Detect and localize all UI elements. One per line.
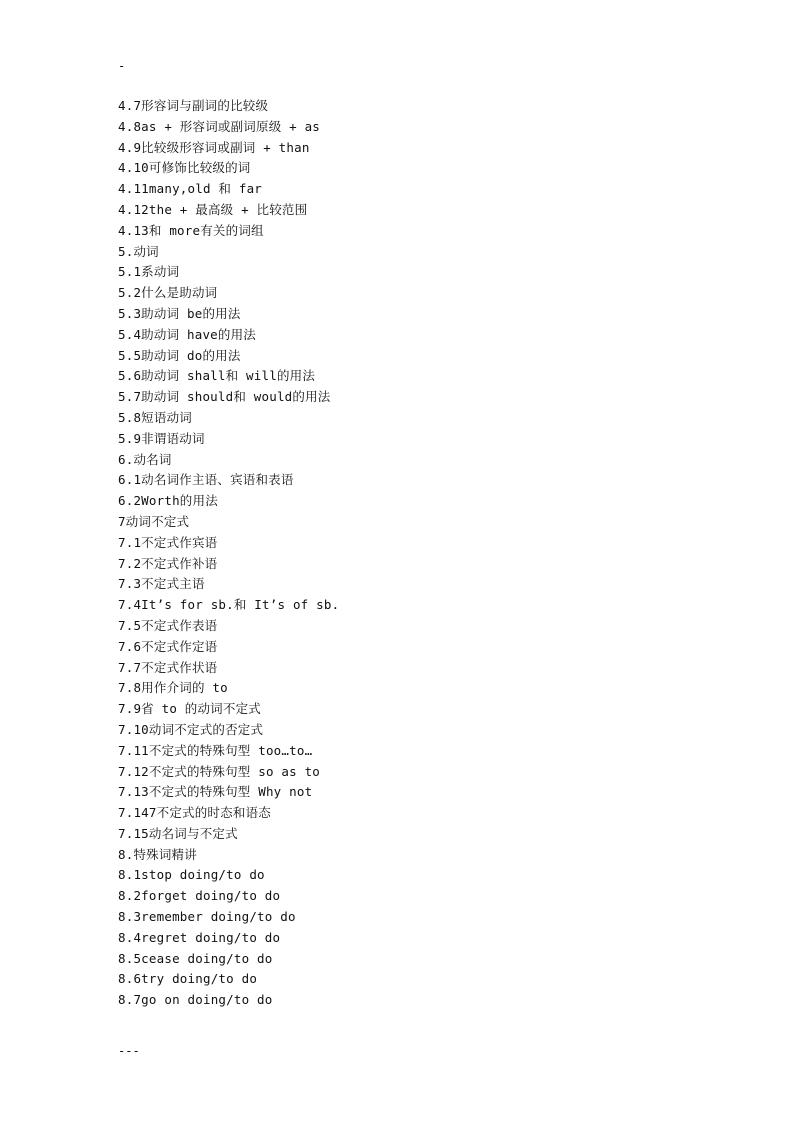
toc-entry: 7.3不定式主语 <box>118 576 205 592</box>
toc-entry: 7.10动词不定式的否定式 <box>118 721 264 737</box>
toc-entry: 5.7助动词 should和 would的用法 <box>118 389 331 405</box>
toc-entry: 8.7go on doing/to do <box>118 992 273 1008</box>
toc-entry: 5.动词 <box>118 243 159 259</box>
table-of-contents <box>118 96 339 1011</box>
toc-entry: 7.5不定式作表语 <box>118 617 218 633</box>
toc-entry: 5.2什么是助动词 <box>118 285 218 301</box>
toc-entry: 4.9比较级形容词或副词 + than <box>118 139 310 155</box>
toc-entry: 4.13和 more有关的词组 <box>118 222 264 238</box>
toc-entry: 5.3助动词 be的用法 <box>118 305 241 321</box>
toc-entry: 8.4regret doing/to do <box>118 929 281 945</box>
toc-entry: 8.特殊词精讲 <box>118 846 197 862</box>
toc-entry: 7.9省 to 的动词不定式 <box>118 701 261 717</box>
toc-entry: 5.5助动词 do的用法 <box>118 347 241 363</box>
toc-entry: 8.2forget doing/to do <box>118 888 281 904</box>
toc-entry: 7.1不定式作宾语 <box>118 534 218 550</box>
toc-entry: 5.6助动词 shall和 will的用法 <box>118 368 316 384</box>
toc-entry: 5.4助动词 have的用法 <box>118 326 257 342</box>
toc-entry: 4.11many,old 和 far <box>118 181 263 197</box>
toc-entry: 7.13不定式的特殊句型 Why not <box>118 784 313 800</box>
toc-entry: 7.11不定式的特殊句型 too…to… <box>118 742 313 758</box>
toc-entry: 8.1stop doing/to do <box>118 867 265 883</box>
toc-entry: 4.12the + 最高级 + 比较范围 <box>118 201 308 217</box>
toc-entry: 6.动名词 <box>118 451 172 467</box>
toc-entry: 8.3remember doing/to do <box>118 909 296 925</box>
toc-entry: 7.147不定式的时态和语态 <box>118 805 271 821</box>
toc-entry: 5.9非谓语动词 <box>118 430 205 446</box>
toc-entry: 5.8短语动词 <box>118 409 192 425</box>
toc-entry: 7.15动名词与不定式 <box>118 825 238 841</box>
toc-entry: 7动词不定式 <box>118 513 190 529</box>
page-header-mark: - <box>118 59 126 73</box>
page-footer-mark: --- <box>118 1044 140 1058</box>
toc-entry: 7.8用作介词的 to <box>118 680 228 696</box>
toc-entry: 7.7不定式作状语 <box>118 659 218 675</box>
toc-entry: 7.6不定式作定语 <box>118 638 218 654</box>
toc-entry: 4.8as + 形容词或副词原级 + as <box>118 118 321 134</box>
toc-entry: 8.5cease doing/to do <box>118 950 273 966</box>
toc-entry: 5.1系动词 <box>118 264 180 280</box>
toc-entry: 7.12不定式的特殊句型 so as to <box>118 763 321 779</box>
toc-entry: 8.6try doing/to do <box>118 971 258 987</box>
toc-entry: 4.7形容词与副词的比较级 <box>118 98 269 113</box>
toc-entry: 6.1动名词作主语、宾语和表语 <box>118 472 294 488</box>
toc-entry: 6.2Worth的用法 <box>118 493 218 509</box>
toc-entry: 7.4It’s for sb.和 It’s of sb. <box>118 597 340 613</box>
toc-entry: 7.2不定式作补语 <box>118 555 218 571</box>
toc-entry: 4.10可修饰比较级的词 <box>118 160 251 176</box>
